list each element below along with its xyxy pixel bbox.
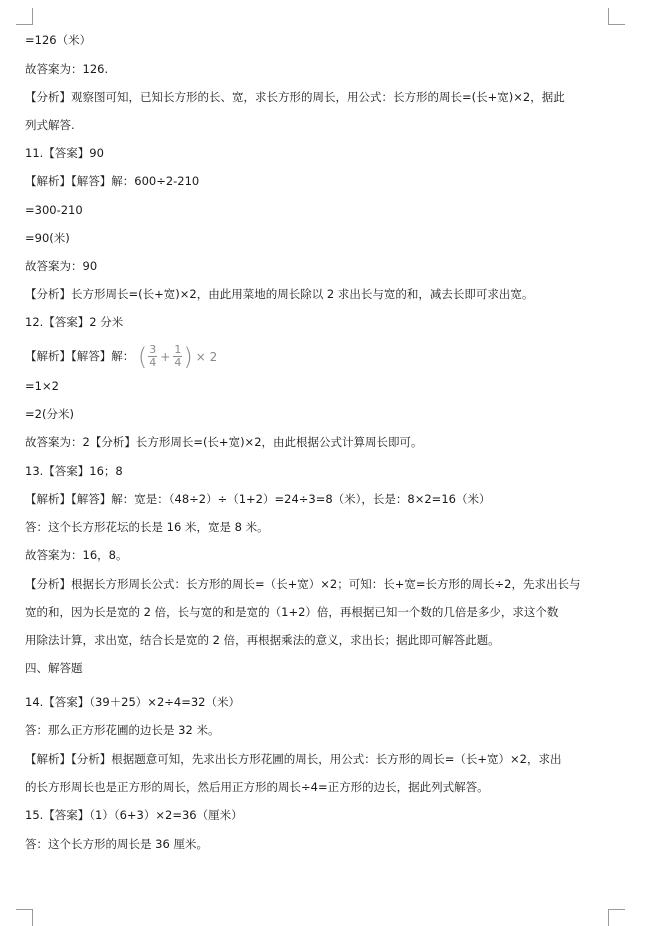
- text-line-l7: =300-210: [25, 203, 83, 217]
- text-line-l6: 【解析】【解答】解：600÷2-210: [25, 174, 200, 188]
- text-line-l16: 13.【答案】16；8: [25, 464, 123, 478]
- crop-mark-top-left: [16, 8, 33, 25]
- text-line-l19: 故答案为：16，8。: [25, 548, 128, 562]
- text-line-l28: 15.【答案】（1）（6+3）×2=36（厘米）: [25, 808, 243, 822]
- crop-mark-bottom-left: [16, 909, 33, 926]
- text-line-l14: =2(分米): [25, 407, 74, 421]
- text-line-l8: =90(米): [25, 231, 70, 245]
- fraction-denominator: 4: [174, 356, 182, 369]
- text-line-l25: 答：那么正方形花圃的边长是 32 米。: [25, 723, 220, 737]
- text-line-l29: 答：这个长方形的周长是 36 厘米。: [25, 837, 208, 851]
- formula-prefix: 【解析】【解答】解：: [25, 349, 135, 363]
- fraction-one-quarter: [173, 344, 182, 369]
- text-line-l18: 答：这个长方形花坛的长是 16 米，宽是 8 米。: [25, 520, 269, 534]
- text-line-l17: 【解析】【解答】解：宽是：（48÷2）÷（1+2）=24÷3=8（米），长是：8×2=16（米）: [25, 492, 491, 506]
- text-line-l27: 的长方形周长也是正方形的周长，然后用正方形的周长÷4=正方形的边长，据此列式解答。: [25, 780, 489, 794]
- text-line-l11: 12.【答案】2 分米: [25, 315, 124, 329]
- text-line-l4: 列式解答.: [25, 118, 75, 132]
- fraction-expression: [138, 344, 217, 369]
- text-line-l15: 故答案为：2【分析】长方形周长=(长+宽)×2，由此根据公式计算周长即可。: [25, 435, 423, 449]
- fraction-three-quarters: [148, 344, 157, 369]
- plus-sign: +: [160, 349, 171, 364]
- text-line-l2: 故答案为：126.: [25, 62, 109, 76]
- fraction-numerator: 3: [149, 343, 157, 356]
- text-line-l20: 【分析】根据长方形周长公式：长方形的周长=（长+宽）×2；可知：长+宽=长方形的周长÷2，先求出长与: [25, 577, 581, 591]
- open-paren: (: [137, 342, 148, 371]
- text-line-l10: 【分析】长方形周长=(长+宽)×2，由此用菜地的周长除以 2 求出长与宽的和，减去长即可求出宽。: [25, 287, 534, 301]
- text-line-l5: 11.【答案】90: [25, 146, 104, 160]
- fraction-numerator: 1: [174, 343, 182, 356]
- text-line-l23: 四、解答题: [25, 661, 83, 675]
- text-line-l1: =126（米）: [25, 33, 92, 47]
- text-line-l13: =1×2: [25, 379, 59, 393]
- text-line-l3: 【分析】观察图可知，已知长方形的长、宽，求长方形的周长，用公式：长方形的周长=(长+宽)×2，据此: [25, 90, 565, 104]
- text-line-l9: 故答案为：90: [25, 259, 98, 273]
- close-paren: ): [183, 342, 193, 371]
- text-line-l21: 宽的和，因为长是宽的 2 倍，长与宽的和是宽的（1+2）倍，再根据已知一个数的几倍是多少，求这个数: [25, 605, 559, 619]
- crop-mark-bottom-right: [608, 909, 625, 926]
- times-two: × 2: [195, 349, 218, 364]
- text-line-l24: 14.【答案】（39＋25）×2÷4=32（米）: [25, 695, 240, 709]
- fraction-denominator: 4: [149, 356, 157, 369]
- crop-mark-top-right: [608, 8, 625, 25]
- formula-line: [25, 344, 217, 369]
- text-line-l26: 【解析】【分析】根据题意可知，先求出长方形花圃的周长，用公式：长方形的周长=（长+宽）×2，求出: [25, 752, 562, 766]
- text-line-l22: 用除法计算，求出宽，结合长是宽的 2 倍，再根据乘法的意义，求出长；据此即可解答此题。: [25, 633, 500, 647]
